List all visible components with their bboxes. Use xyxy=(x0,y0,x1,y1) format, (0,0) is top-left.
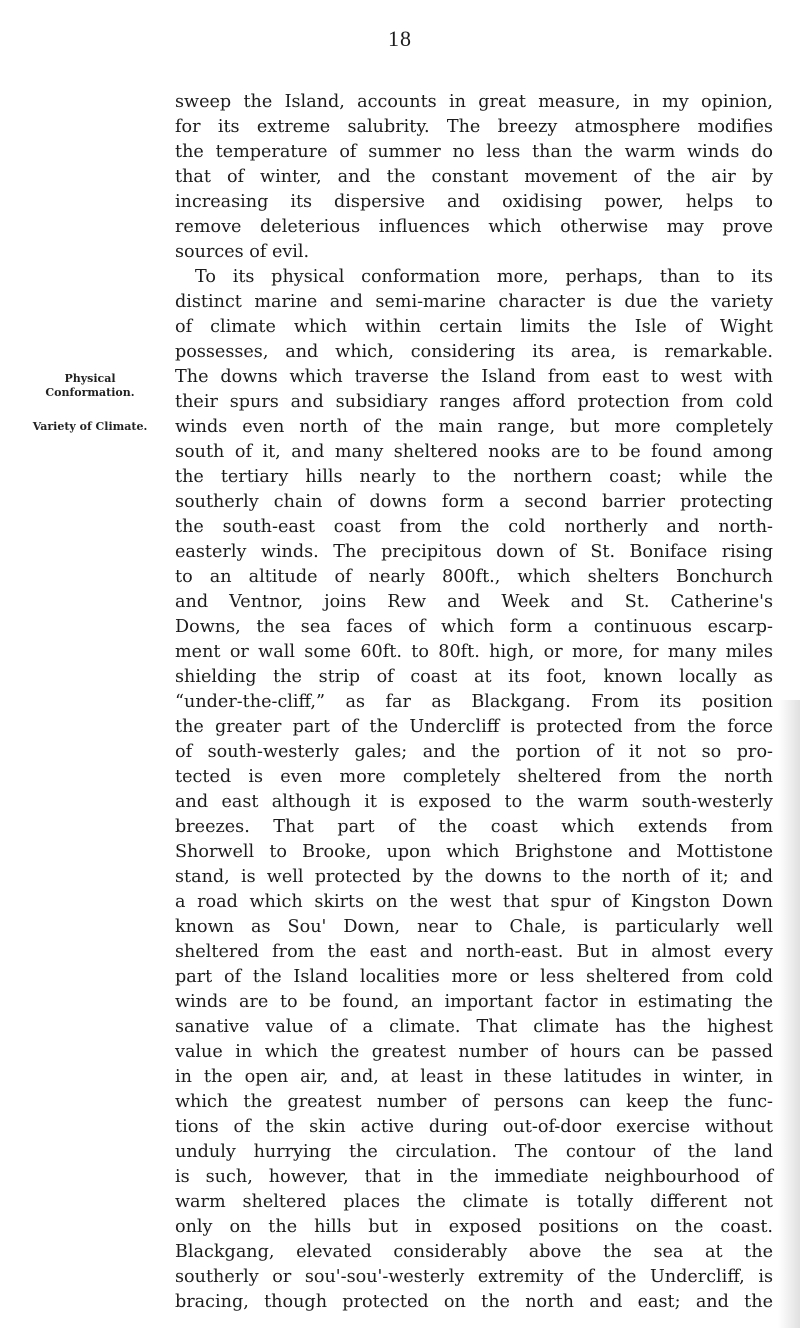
text-line: breezes. That part of the coast which extends from xyxy=(175,817,773,837)
text-line: ment or wall some 60ft. to 80ft. high, or more, for many miles xyxy=(175,642,773,662)
text-line: sanative value of a climate. That climate has the highest xyxy=(175,1017,773,1037)
margin-note-physical-conformation xyxy=(10,372,170,400)
text-line: the temperature of summer no less than the warm winds do xyxy=(175,142,773,162)
text-line: the tertiary hills nearly to the northern coast; while the xyxy=(175,467,773,487)
text-line: “under-the-cliff,” as far as Blackgang. From its position xyxy=(175,692,773,712)
text-line: known as Sou' Down, near to Chale, is particularly well xyxy=(175,917,773,937)
text-line: unduly hurrying the circulation. The contour of the land xyxy=(175,1142,773,1162)
text-line: sweep the Island, accounts in great measure, in my opinion, xyxy=(175,92,773,112)
text-line: distinct marine and semi-marine character is due the variety xyxy=(175,292,773,312)
text-line: is such, however, that in the immediate neighbourhood of xyxy=(175,1167,773,1187)
text-line: which the greatest number of persons can keep the func- xyxy=(175,1092,773,1112)
text-line: part of the Island localities more or less sheltered from cold xyxy=(175,967,773,987)
text-line: stand, is well protected by the downs to the north of it; and xyxy=(175,867,773,887)
text-line: value in which the greatest number of hours can be passed xyxy=(175,1042,773,1062)
text-line: south of it, and many sheltered nooks are to be found among xyxy=(175,442,773,462)
text-line: remove deleterious influences which otherwise may prove xyxy=(175,217,773,237)
text-line: a road which skirts on the west that spur of Kingston Down xyxy=(175,892,773,912)
text-line: shielding the strip of coast at its foot, known locally as xyxy=(175,667,773,687)
text-line: only on the hills but in exposed positions on the coast. xyxy=(175,1217,773,1237)
text-line: possesses, and which, considering its area, is remarkable. xyxy=(175,342,773,362)
margin-note-line: Conformation. xyxy=(45,386,135,399)
text-line: for its extreme salubrity. The breezy atmosphere modifies xyxy=(175,117,773,137)
text-line: Downs, the sea faces of which form a continuous escarp- xyxy=(175,617,773,637)
text-line: southerly or sou'-sou'-westerly extremity of the Undercliff, is xyxy=(175,1267,773,1287)
text-line: to an altitude of nearly 800ft., which shelters Bonchurch xyxy=(175,567,773,587)
text-line: their spurs and subsidiary ranges afford protection from cold xyxy=(175,392,773,412)
text-line: and east although it is exposed to the warm south-westerly xyxy=(175,792,773,812)
margin-note-line: Variety of Climate. xyxy=(32,420,148,433)
page-number: 18 xyxy=(388,26,412,51)
text-line: To its physical conformation more, perhaps, than to its xyxy=(195,267,773,287)
text-line: Blackgang, elevated considerably above the sea at the xyxy=(175,1242,773,1262)
text-line: sheltered from the east and north-east. But in almost every xyxy=(175,942,773,962)
text-line: increasing its dispersive and oxidising power, helps to xyxy=(175,192,773,212)
text-line: warm sheltered places the climate is totally different not xyxy=(175,1192,773,1212)
text-line: tions of the skin active during out-of-door exercise without xyxy=(175,1117,773,1137)
margin-note-line: Physical xyxy=(64,372,116,385)
text-line: in the open air, and, at least in these latitudes in winter, in xyxy=(175,1067,773,1087)
margin-note-variety-of-climate xyxy=(10,420,170,434)
text-line: winds are to be found, an important factor in estimating the xyxy=(175,992,773,1012)
text-line: the greater part of the Undercliff is protected from the force xyxy=(175,717,773,737)
text-line: bracing, though protected on the north and east; and the xyxy=(175,1292,773,1312)
text-line: tected is even more completely sheltered from the north xyxy=(175,767,773,787)
page-edge-shadow xyxy=(778,700,800,1328)
text-line: sources of evil. xyxy=(175,242,310,262)
text-line: winds even north of the main range, but more completely xyxy=(175,417,773,437)
body-text xyxy=(175,90,773,1315)
text-line: of south-westerly gales; and the portion of it not so pro- xyxy=(175,742,773,762)
text-line: The downs which traverse the Island from east to west with xyxy=(175,367,773,387)
text-line: the south-east coast from the cold northerly and north- xyxy=(175,517,773,537)
text-line: southerly chain of downs form a second barrier protecting xyxy=(175,492,773,512)
text-line: easterly winds. The precipitous down of St. Boniface rising xyxy=(175,542,773,562)
text-line: Shorwell to Brooke, upon which Brighstone and Mottistone xyxy=(175,842,773,862)
text-line: that of winter, and the constant movement of the air by xyxy=(175,167,773,187)
text-line: of climate which within certain limits the Isle of Wight xyxy=(175,317,773,337)
text-line: and Ventnor, joins Rew and Week and St. Catherine's xyxy=(175,592,773,612)
